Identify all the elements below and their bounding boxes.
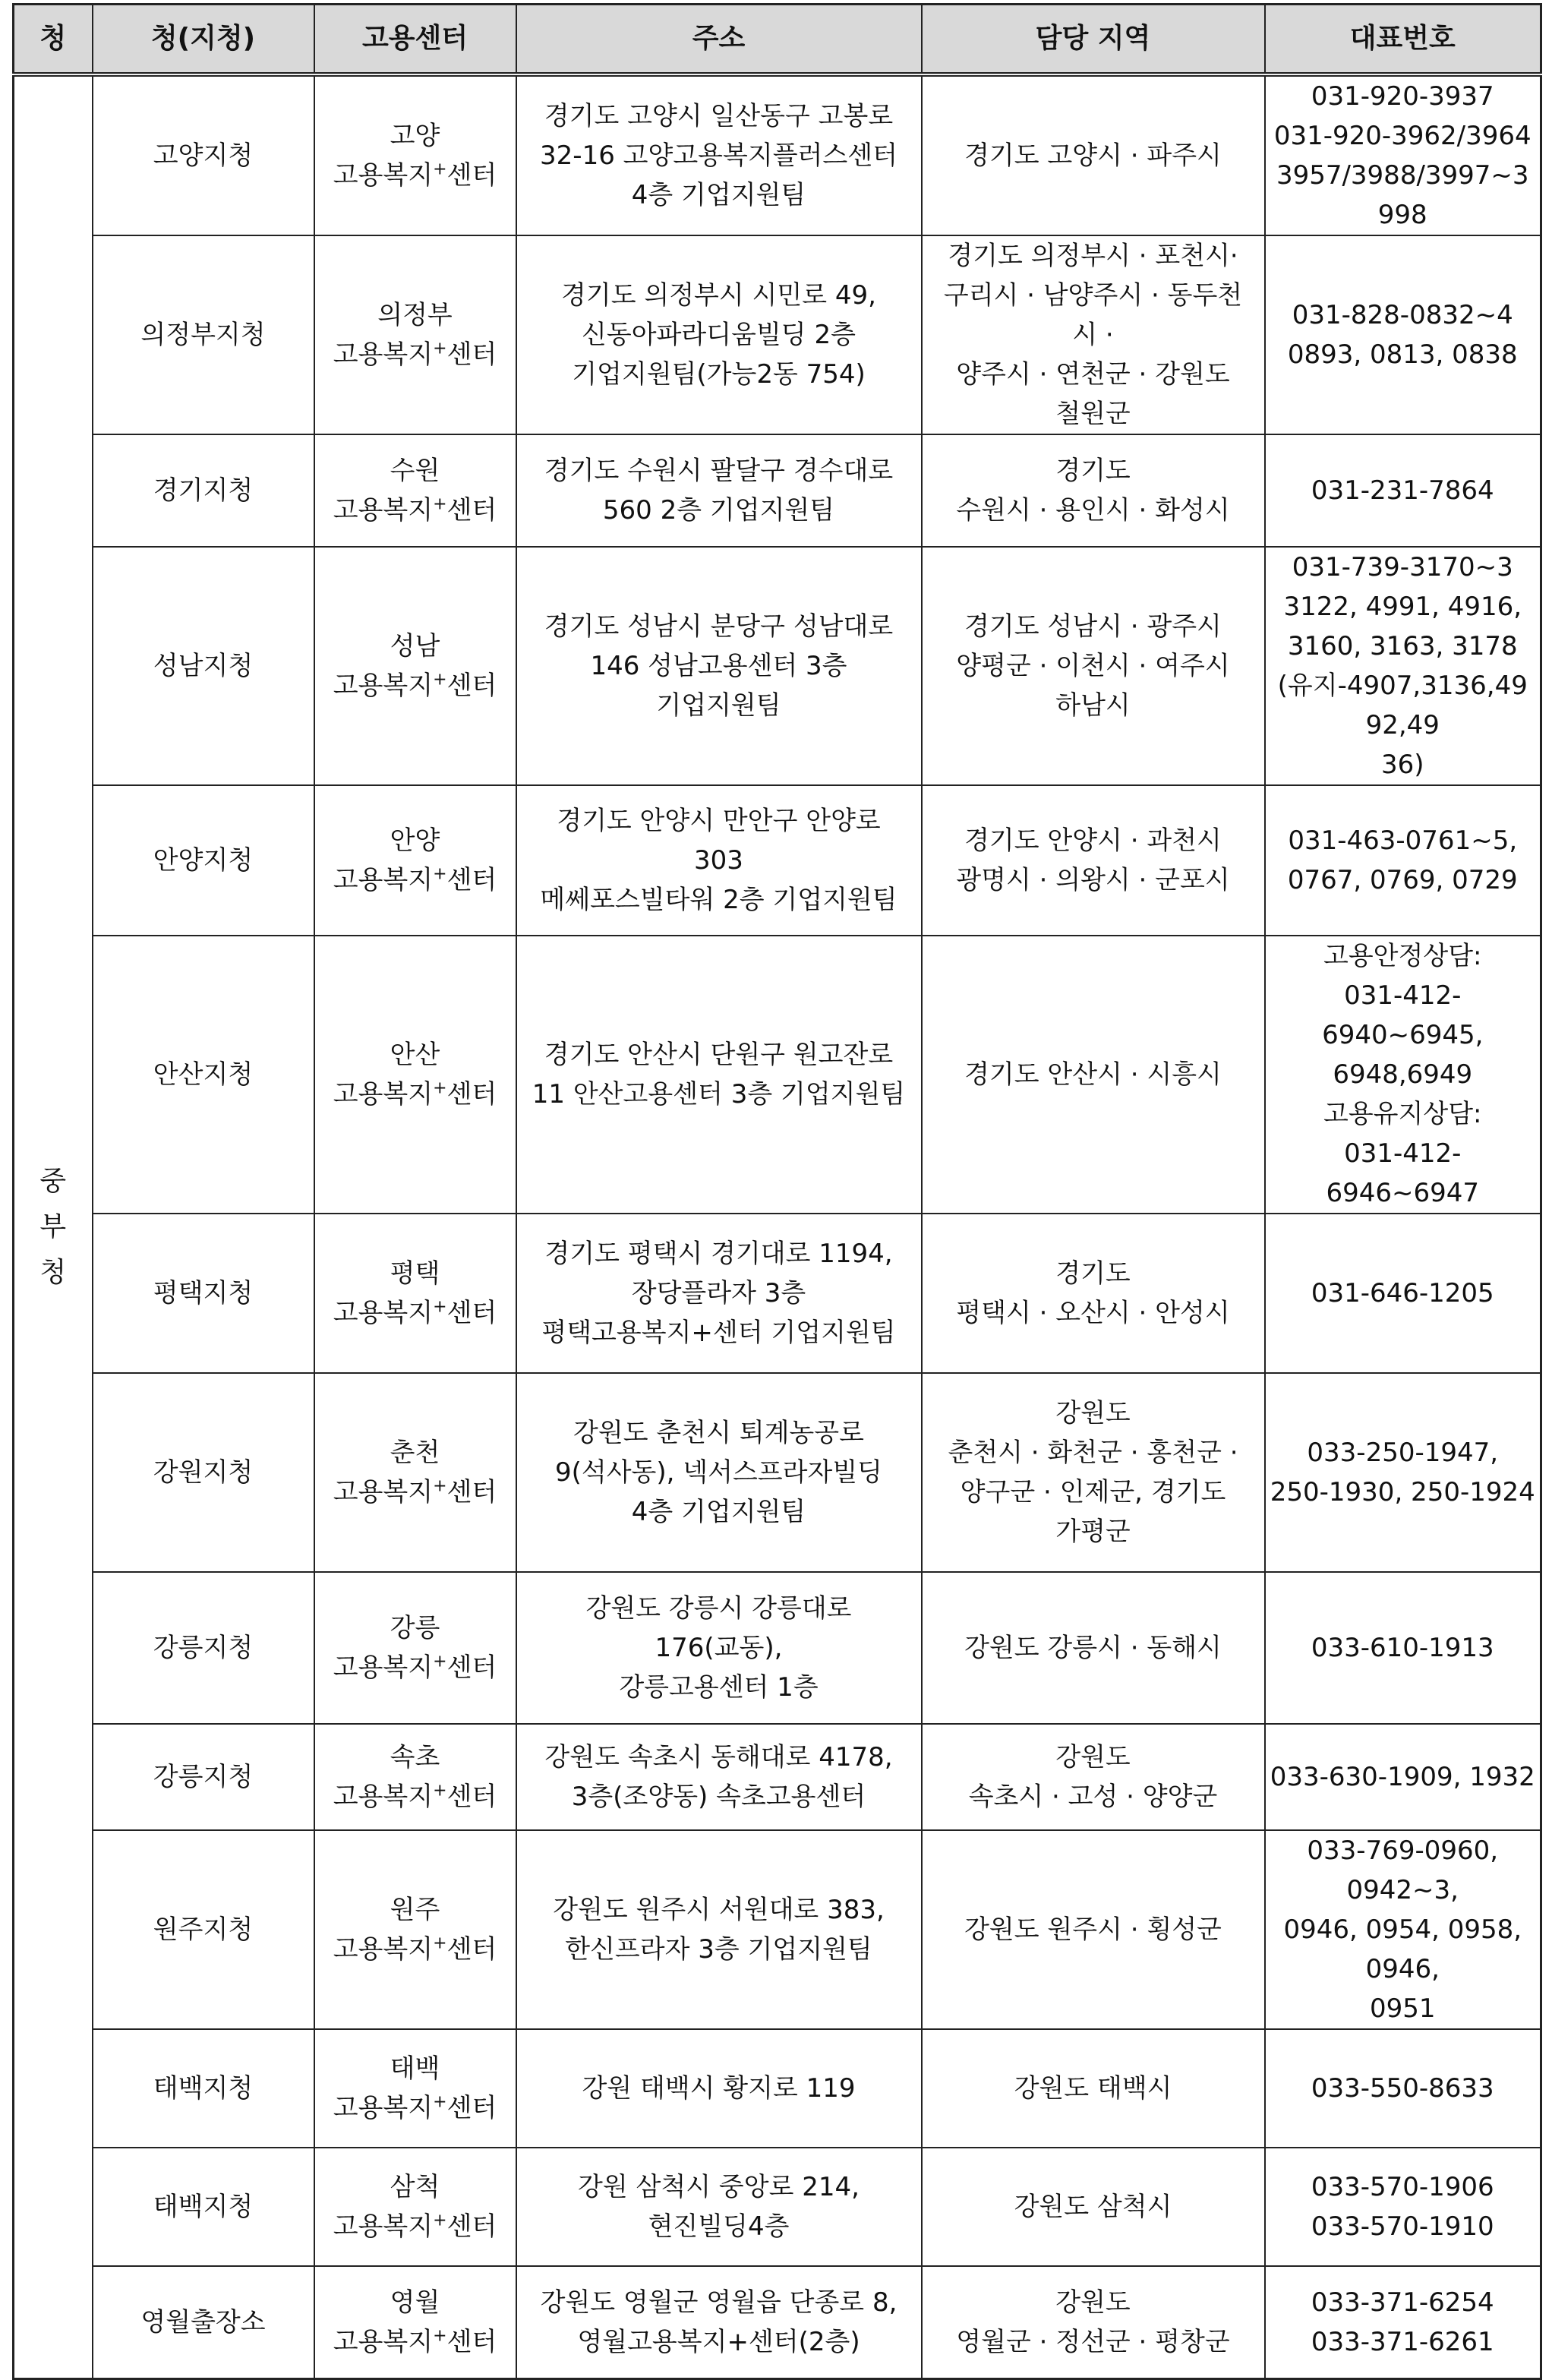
area-cell [922, 547, 1265, 785]
jicheong-cell: 강릉지청 [93, 1724, 314, 1830]
center-name: 평택 [390, 1258, 440, 1289]
plus-superscript: + [433, 1781, 447, 1801]
center-name: 고양 [390, 121, 440, 151]
address-line: 4층 기업지원팀 [631, 1497, 806, 1527]
phone-line: 031-412-6940~6945, [1322, 980, 1484, 1050]
center-cell [314, 74, 516, 235]
address-line: 176(교동), [655, 1633, 783, 1663]
center-cell [314, 547, 516, 785]
center-name: 의정부 [377, 300, 453, 330]
area-line: 경기도 성남시 · 광주시 [964, 611, 1222, 642]
center-name: 원주 [390, 1895, 440, 1925]
header-row [14, 5, 1541, 75]
area-line: 가평군 [1055, 1517, 1131, 1547]
address-line: 경기도 안산시 단원구 원고잔로 [544, 1040, 894, 1070]
area-line: 평택시 · 오산시 · 안성시 [956, 1298, 1230, 1328]
table-row [14, 235, 1541, 434]
area-line: 강원도 원주시 · 횡성군 [964, 1914, 1222, 1945]
address-line: 146 성남고용센터 3층 [590, 651, 847, 681]
center-cell [314, 1724, 516, 1830]
jicheong-cell: 경기지청 [93, 434, 314, 547]
phone-line: 033-550-8633 [1311, 2073, 1494, 2104]
table-row [14, 2266, 1541, 2378]
area-line: 시 · [1072, 320, 1114, 350]
table-row [14, 74, 1541, 235]
address-line: 경기도 평택시 경기대로 1194, [544, 1239, 893, 1269]
address-line: 303 [694, 845, 743, 876]
phone-line: 0767, 0769, 0729 [1287, 865, 1518, 895]
plus-superscript: + [433, 1933, 447, 1953]
plus-superscript: + [433, 670, 447, 690]
center-type-main: 고용복지 [333, 1782, 434, 1812]
center-type-tail: 센터 [446, 1477, 497, 1507]
phone-cell [1265, 1214, 1541, 1373]
phone-cell [1265, 1724, 1541, 1830]
center-type-tail: 센터 [446, 2211, 497, 2242]
table-row [14, 1572, 1541, 1724]
table-row [14, 785, 1541, 936]
plus-superscript: + [433, 2326, 447, 2346]
center-type [320, 2088, 511, 2128]
center-cell [314, 2148, 516, 2266]
center-cell [314, 1830, 516, 2029]
jicheong-cell: 안양지청 [93, 785, 314, 936]
address-line: 강릉고용센터 1층 [619, 1672, 819, 1703]
address-line: 한신프라자 3층 기업지원팀 [565, 1934, 872, 1965]
center-cell [314, 1373, 516, 1572]
center-type-main: 고용복지 [333, 671, 434, 701]
plus-superscript: + [433, 864, 447, 884]
area-line: 경기도 [1055, 1258, 1131, 1289]
center-type-tail: 센터 [446, 671, 497, 701]
address-cell [516, 235, 922, 434]
phone-cell [1265, 2029, 1541, 2148]
header-cheong: 청 [14, 5, 93, 75]
area-cell [922, 936, 1265, 1214]
area-cell [922, 235, 1265, 434]
area-line: 강원도 태백시 [1014, 2073, 1172, 2104]
center-cell [314, 785, 516, 936]
center-type-main: 고용복지 [333, 2093, 434, 2123]
center-type-main: 고용복지 [333, 2211, 434, 2242]
address-cell [516, 1572, 922, 1724]
address-cell [516, 2029, 922, 2148]
address-line: 560 2층 기업지원팀 [602, 495, 835, 526]
address-line: 신동아파라디움빌딩 2층 [582, 320, 856, 350]
address-line: 11 안산고용센터 3층 기업지원팀 [532, 1079, 906, 1110]
table-row [14, 1830, 1541, 2029]
phone-line: 3957/3988/3997~3998 [1276, 160, 1529, 230]
table-row [14, 2029, 1541, 2148]
center-type [320, 1648, 511, 1687]
jicheong-cell: 성남지청 [93, 547, 314, 785]
address-cell [516, 1830, 922, 2029]
center-type-main: 고용복지 [333, 1298, 434, 1328]
phone-line: 031-231-7864 [1311, 475, 1494, 506]
area-line: 강원도 삼척시 [1014, 2192, 1172, 2222]
address-line: 강원도 속초시 동해대로 4178, [544, 1742, 893, 1772]
plus-superscript: + [433, 1652, 447, 1671]
area-line: 경기도 고양시 · 파주시 [964, 140, 1222, 171]
plus-superscript: + [433, 1078, 447, 1098]
table-row [14, 1373, 1541, 1572]
address-line: 경기도 성남시 분당구 성남대로 [544, 611, 894, 642]
phone-cell [1265, 1572, 1541, 1724]
phone-line: 250-1930, 250-1924 [1270, 1477, 1535, 1507]
area-line: 경기도 안양시 · 과천시 [964, 825, 1222, 856]
phone-line: 3122, 4991, 4916, [1283, 592, 1522, 622]
center-type [320, 2322, 511, 2362]
center-type [320, 156, 511, 195]
phone-line: 031-920-3937 [1311, 81, 1494, 112]
cheong-char: 중 [39, 1165, 67, 1197]
phone-line: 고용유지상담: [1323, 1099, 1482, 1129]
center-type [320, 335, 511, 374]
area-line: 구리시 · 남양주시 · 동두천 [943, 280, 1243, 311]
center-type-main: 고용복지 [333, 160, 434, 191]
jicheong-cell: 의정부지청 [93, 235, 314, 434]
phone-line: 033-570-1906 [1311, 2172, 1494, 2202]
address-cell [516, 547, 922, 785]
center-cell [314, 2029, 516, 2148]
area-cell [922, 1572, 1265, 1724]
address-line: 강원도 원주시 서원대로 383, [553, 1895, 885, 1925]
center-type-tail: 센터 [446, 2093, 497, 2123]
center-type-main: 고용복지 [333, 1652, 434, 1683]
area-line: 강원도 [1055, 1742, 1131, 1772]
jicheong-cell: 강릉지청 [93, 1572, 314, 1724]
center-type-main: 고용복지 [333, 2326, 434, 2357]
center-type-main: 고용복지 [333, 1934, 434, 1965]
address-line: 경기도 안양시 만안구 안양로 [557, 806, 881, 836]
plus-superscript: + [433, 494, 447, 514]
center-name: 춘천 [390, 1438, 440, 1468]
area-line: 경기도 의정부시 · 포천시· [948, 241, 1238, 271]
phone-cell [1265, 434, 1541, 547]
center-type [320, 1777, 511, 1817]
address-line: 경기도 의정부시 시민로 49, [561, 280, 876, 311]
phone-line: 033-610-1913 [1311, 1633, 1494, 1663]
center-cell [314, 2266, 516, 2378]
address-line: 경기도 고양시 일산동구 고봉로 [544, 101, 894, 131]
area-cell [922, 74, 1265, 235]
phone-line: 033-371-6261 [1311, 2326, 1494, 2357]
area-line: 영월군 · 정선군 · 평창군 [956, 2326, 1230, 2357]
phone-cell [1265, 74, 1541, 235]
jicheong-cell: 태백지청 [93, 2029, 314, 2148]
area-line: 양평군 · 이천시 · 여주시 [956, 651, 1230, 681]
center-cell [314, 1214, 516, 1373]
phone-cell [1265, 547, 1541, 785]
address-line: 기업지원팀(가능2동 754) [572, 359, 866, 390]
center-type-tail: 센터 [446, 1652, 497, 1683]
area-line: 광명시 · 의왕시 · 군포시 [956, 865, 1230, 895]
phone-line: 고용안정상담: [1323, 941, 1482, 971]
table-row [14, 1214, 1541, 1373]
address-line: 3층(조양동) 속초고용센터 [571, 1782, 866, 1812]
center-type [320, 1473, 511, 1512]
header-address: 주소 [516, 5, 922, 75]
center-type [320, 1930, 511, 1969]
header-area: 담당 지역 [922, 5, 1265, 75]
phone-line: 6948,6949 [1333, 1059, 1473, 1090]
phone-line: 033-371-6254 [1311, 2287, 1494, 2318]
center-cell [314, 434, 516, 547]
address-line: 32-16 고양고용복지플러스센터 [540, 140, 897, 171]
cheong-char: 부 [39, 1211, 67, 1242]
cheong-char: 청 [39, 1256, 67, 1288]
jicheong-cell: 강원지청 [93, 1373, 314, 1572]
area-line: 강원도 [1055, 1398, 1131, 1428]
table-row [14, 547, 1541, 785]
area-cell [922, 1214, 1265, 1373]
address-cell [516, 74, 922, 235]
jicheong-cell: 태백지청 [93, 2148, 314, 2266]
address-line: 9(석사동), 넥서스프라자빌딩 [554, 1457, 883, 1488]
address-cell [516, 434, 922, 547]
phone-line: 0951 [1369, 1993, 1436, 2024]
address-cell [516, 785, 922, 936]
address-cell [516, 1724, 922, 1830]
center-type [320, 1293, 511, 1333]
center-type-main: 고용복지 [333, 495, 434, 526]
employment-center-table [12, 3, 1542, 2380]
address-line: 4층 기업지원팀 [631, 180, 806, 210]
center-name: 삼척 [390, 2172, 440, 2202]
address-line: 강원도 영월군 영월읍 단종로 8, [540, 2287, 897, 2318]
jicheong-cell: 평택지청 [93, 1214, 314, 1373]
area-line: 속초시 · 고성 · 양양군 [968, 1782, 1218, 1812]
address-line: 메쎄포스빌타워 2층 기업지원팀 [540, 885, 897, 915]
area-line: 경기도 안산시 · 시흥시 [964, 1059, 1222, 1090]
center-cell [314, 936, 516, 1214]
table-row [14, 434, 1541, 547]
center-type-tail: 센터 [446, 339, 497, 370]
area-line: 강원도 [1055, 2287, 1131, 2318]
address-cell [516, 2148, 922, 2266]
center-type-tail: 센터 [446, 865, 497, 895]
center-type [320, 1075, 511, 1114]
area-cell [922, 1373, 1265, 1572]
center-name: 안양 [390, 825, 440, 856]
jicheong-cell: 고양지청 [93, 74, 314, 235]
jicheong-cell: 영월출장소 [93, 2266, 314, 2378]
plus-superscript: + [433, 2092, 447, 2112]
center-type-main: 고용복지 [333, 339, 434, 370]
address-line: 경기도 수원시 팔달구 경수대로 [544, 456, 894, 486]
center-type-tail: 센터 [446, 495, 497, 526]
center-name: 속초 [390, 1742, 440, 1772]
phone-line: 033-570-1910 [1311, 2211, 1494, 2242]
center-name: 강릉 [390, 1613, 440, 1643]
header-center: 고용센터 [314, 5, 516, 75]
plus-superscript: + [433, 1297, 447, 1317]
address-cell [516, 2266, 922, 2378]
area-line: 춘천시 · 화천군 · 홍천군 · [948, 1438, 1238, 1468]
address-line: 강원 삼척시 중앙로 214, [578, 2172, 860, 2202]
center-type-tail: 센터 [446, 1934, 497, 1965]
phone-line: (유지-4907,3136,4992,49 [1277, 671, 1528, 740]
center-cell [314, 235, 516, 434]
center-cell [314, 1572, 516, 1724]
center-type-main: 고용복지 [333, 1477, 434, 1507]
phone-line: 031-920-3962/3964 [1273, 121, 1531, 151]
area-cell [922, 2029, 1265, 2148]
phone-line: 0946, 0954, 0958, 0946, [1283, 1914, 1522, 1984]
address-line: 평택고용복지+센터 기업지원팀 [541, 1318, 896, 1348]
table-row [14, 936, 1541, 1214]
table-row [14, 1724, 1541, 1830]
plus-superscript: + [433, 2211, 447, 2230]
address-cell [516, 1373, 922, 1572]
address-line: 기업지원팀 [656, 690, 781, 721]
phone-line: 36) [1380, 750, 1424, 780]
jicheong-cell: 안산지청 [93, 936, 314, 1214]
center-name: 영월 [390, 2287, 440, 2318]
phone-line: 031-463-0761~5, [1288, 825, 1518, 856]
phone-line: 033-250-1947, [1307, 1438, 1499, 1468]
jicheong-cell: 원주지청 [93, 1830, 314, 2029]
area-line: 강원도 강릉시 · 동해시 [964, 1633, 1222, 1663]
center-type-tail: 센터 [446, 1782, 497, 1812]
address-cell [516, 1214, 922, 1373]
table-body [14, 74, 1541, 2378]
area-cell [922, 2266, 1265, 2378]
center-type [320, 491, 511, 530]
center-type-tail: 센터 [446, 1298, 497, 1328]
center-type-main: 고용복지 [333, 865, 434, 895]
cheong-cell [14, 74, 93, 2378]
phone-line: 033-630-1909, 1932 [1270, 1762, 1535, 1792]
area-line: 양주시 · 연천군 · 강원도 [956, 359, 1230, 390]
phone-cell [1265, 936, 1541, 1214]
area-line: 양구군 · 인제군, 경기도 [960, 1477, 1226, 1507]
center-type [320, 666, 511, 705]
address-line: 강원도 강릉시 강릉대로 [585, 1593, 852, 1624]
header-jicheong: 청(지청) [93, 5, 314, 75]
plus-superscript: + [433, 159, 447, 179]
phone-line: 031-828-0832~4 [1292, 300, 1513, 330]
area-cell [922, 1724, 1265, 1830]
phone-line: 0893, 0813, 0838 [1287, 339, 1518, 370]
center-type [320, 860, 511, 900]
plus-superscript: + [433, 1476, 447, 1496]
phone-line: 031-646-1205 [1311, 1278, 1494, 1308]
phone-cell [1265, 2266, 1541, 2378]
center-type-main: 고용복지 [333, 1079, 434, 1110]
address-line: 강원도 춘천시 퇴계농공로 [573, 1418, 864, 1448]
phone-cell [1265, 785, 1541, 936]
address-line: 강원 태백시 황지로 119 [582, 2073, 856, 2104]
table-row [14, 2148, 1541, 2266]
center-name: 태백 [390, 2053, 440, 2084]
center-type-tail: 센터 [446, 160, 497, 191]
phone-line: 3160, 3163, 3178 [1287, 631, 1518, 661]
phone-line: 031-739-3170~3 [1292, 552, 1513, 582]
area-line: 경기도 [1055, 456, 1131, 486]
area-line: 철원군 [1055, 399, 1131, 429]
area-cell [922, 2148, 1265, 2266]
center-name: 안산 [390, 1040, 440, 1070]
address-line: 영월고용복지+센터(2층) [577, 2326, 860, 2357]
header-phone: 대표번호 [1265, 5, 1541, 75]
address-line: 현진빌딩4층 [648, 2211, 790, 2242]
area-line: 하남시 [1055, 690, 1131, 721]
area-cell [922, 434, 1265, 547]
phone-cell [1265, 235, 1541, 434]
plus-superscript: + [433, 339, 447, 358]
phone-cell [1265, 1373, 1541, 1572]
center-name: 성남 [390, 631, 440, 661]
phone-line: 033-769-0960, 0942~3, [1307, 1836, 1499, 1905]
center-name: 수원 [390, 456, 440, 486]
phone-cell [1265, 1830, 1541, 2029]
address-line: 장당플라자 3층 [631, 1278, 806, 1308]
address-cell [516, 936, 922, 1214]
area-cell [922, 1830, 1265, 2029]
area-line: 수원시 · 용인시 · 화성시 [956, 495, 1230, 526]
phone-cell [1265, 2148, 1541, 2266]
center-type [320, 2207, 511, 2246]
area-cell [922, 785, 1265, 936]
center-type-tail: 센터 [446, 2326, 497, 2357]
center-type-tail: 센터 [446, 1079, 497, 1110]
phone-line: 031-412-6946~6947 [1326, 1138, 1480, 1208]
